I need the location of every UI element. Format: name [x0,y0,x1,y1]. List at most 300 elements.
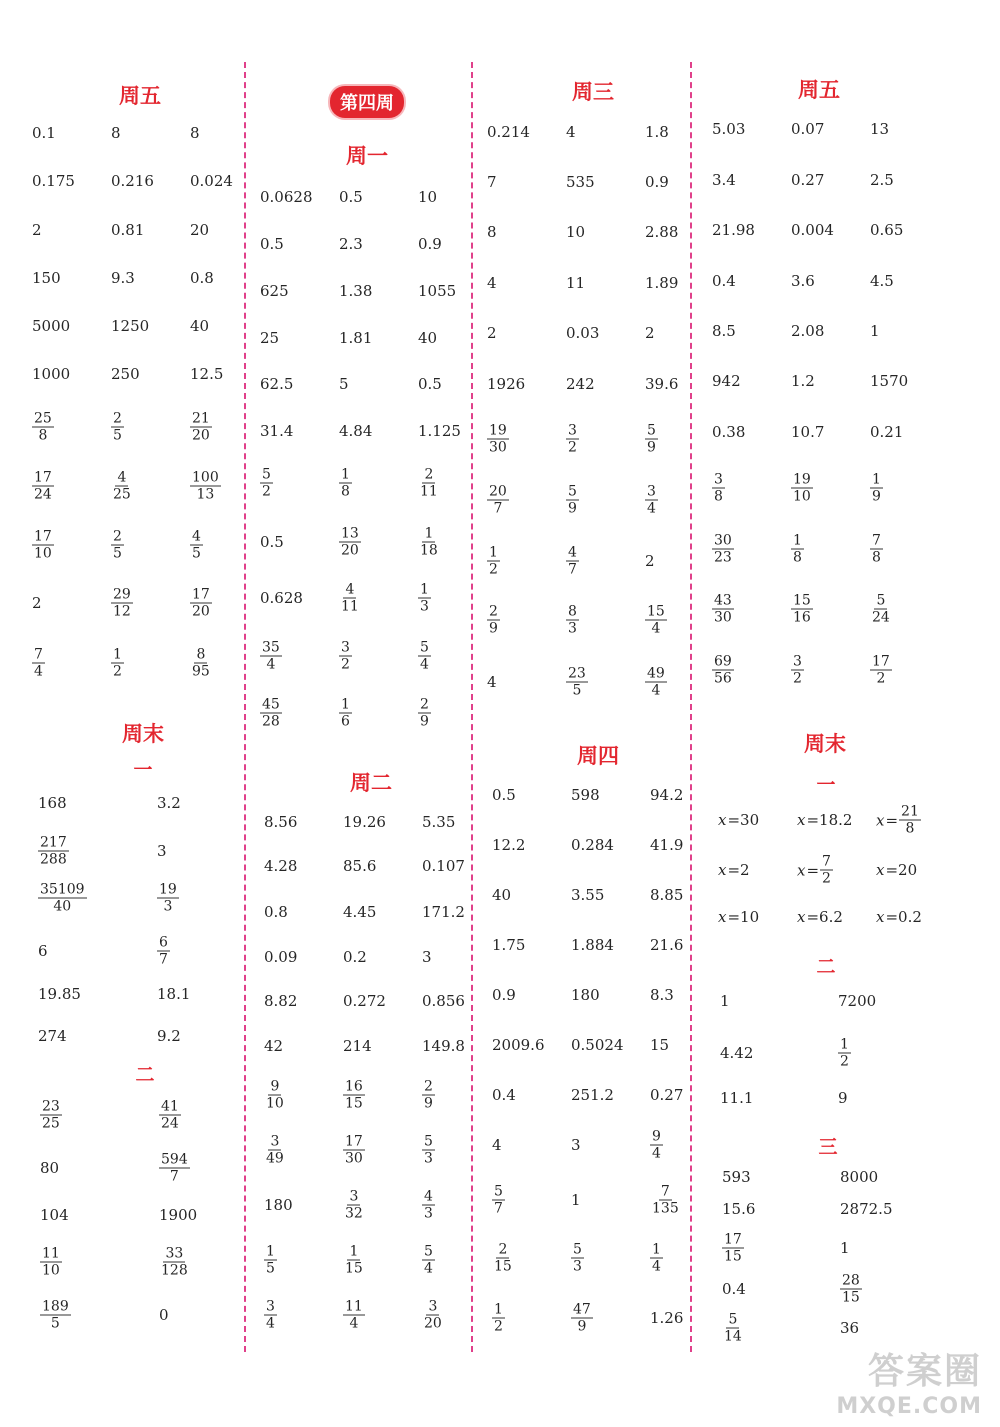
fraction: $\frac{5}{4}$ [420,639,429,673]
answer-cell: 80 [40,1159,60,1177]
fraction: $\frac{3}{2}$ [568,422,577,456]
fraction: $\frac{15}{16}$ [793,592,811,626]
fraction: $\frac{17}{24}$ [34,469,52,503]
answer-cell [32,411,54,444]
fraction: $\frac{47}{9}$ [573,1301,591,1335]
fraction: $\frac{4}{5}$ [192,528,201,562]
fraction: $\frac{3}{8}$ [714,471,723,505]
fraction: $\frac{1}{8}$ [341,466,350,500]
answer-cell: 4 [566,123,576,141]
fraction: $\frac{2}{11}$ [420,466,438,500]
answer-cell: 214 [343,1037,372,1055]
column-divider [690,62,692,1352]
answer-cell: 149.8 [422,1037,465,1055]
answer-cell [487,545,500,578]
answer-cell: x =0.2 [876,908,922,926]
fraction: $\frac{7}{4}$ [34,646,43,680]
answer-cell [343,1244,365,1277]
fraction: $\frac{2}{5}$ [113,410,122,444]
answer-cell: x =18.2 [797,811,853,829]
fraction: $\frac{7}{8}$ [872,532,881,566]
answer-cell: 3 [157,842,167,860]
answer-cell [791,533,804,566]
answer-cell: 10 [566,223,586,241]
answer-cell: 0.0628 [260,188,313,206]
fraction: $\frac{1}{5}$ [266,1243,275,1277]
answer-cell: 15 [650,1036,670,1054]
fraction: $\frac{217}{288}$ [40,834,67,868]
answer-cell [791,472,813,505]
answer-cell [566,423,579,456]
answer-cell: 0.856 [422,992,465,1010]
watermark-logo: 答案圈 MXQE.COM [836,1351,982,1419]
answer-cell [111,411,124,444]
answer-cell: 942 [712,372,741,390]
answer-cell: 0.9 [645,173,669,191]
answer-cell: 1570 [870,372,909,390]
fraction: $\frac{30}{23}$ [714,532,732,566]
answer-cell: 9.3 [111,269,135,287]
answer-cell [38,835,69,868]
fraction: $\frac{41}{24}$ [161,1098,179,1132]
answer-cell: 20 [190,221,210,239]
answer-cell: 1.89 [645,274,679,292]
answer-cell [418,640,431,673]
answer-cell [190,411,212,444]
answer-cell: 5 [339,375,349,393]
fraction: $\frac{1}{15}$ [345,1243,363,1277]
fraction: $\frac{2}{9}$ [424,1078,433,1112]
answer-cell: 250 [111,365,140,383]
answer-cell: 25 [260,329,280,347]
answer-cell: 0.5 [339,188,363,206]
answer-cell: x =2 [718,861,750,879]
answer-cell: 0.1 [32,124,56,142]
fraction: $\frac{189}{5}$ [42,1298,69,1332]
answer-cell: 1926 [487,375,526,393]
fraction: $\frac{5}{3}$ [424,1133,433,1167]
fraction: $\frac{5}{9}$ [568,483,577,517]
answer-cell: 0.81 [111,221,145,239]
answer-cell: 0.4 [722,1280,746,1298]
answer-cell: 5000 [32,317,71,335]
answer-cell: 0.4 [492,1086,516,1104]
answer-cell: 62.5 [260,375,294,393]
fraction: $\frac{3}{2}$ [341,639,350,673]
answer-cell: 168 [38,794,67,812]
fraction: $\frac{21}{8}$ [901,803,919,837]
fraction: $\frac{3}{2}$ [793,653,802,687]
fraction: $\frac{5}{14}$ [724,1311,742,1345]
fraction: $\frac{2}{9}$ [420,696,429,730]
answer-cell [712,593,734,626]
answer-cell: 1 [720,992,730,1010]
answer-cell [492,1242,514,1275]
answer-cell [645,604,667,637]
answer-cell: 40 [492,886,512,904]
answer-cell [722,1312,744,1345]
answer-cell [422,1189,435,1222]
fraction: $\frac{23}{25}$ [42,1098,60,1132]
answer-cell: 11 [566,274,586,292]
fraction: $\frac{20}{7}$ [489,483,507,517]
answer-cell: 1 [870,322,880,340]
fraction: $\frac{16}{15}$ [345,1078,363,1112]
answer-cell: 8.85 [650,886,684,904]
fraction: $\frac{19}{10}$ [793,471,811,505]
answer-cell [343,1189,365,1222]
answer-cell: 2.3 [339,235,363,253]
answer-cell [264,1079,286,1112]
fraction: $\frac{2}{5}$ [113,528,122,562]
day-heading: 周五 [119,84,161,108]
answer-cell: 4.84 [339,422,373,440]
fraction: $\frac{11}{4}$ [345,1298,363,1332]
answer-cell: 8000 [840,1168,879,1186]
answer-cell [870,533,883,566]
answer-cell [159,1099,181,1132]
answer-cell [566,604,579,637]
answer-cell [418,582,431,615]
answer-cell [487,423,509,456]
answer-cell: 1.26 [650,1309,684,1327]
answer-cell: 0.5 [260,533,284,551]
answer-cell: 0.38 [712,423,746,441]
answer-cell: 8 [190,124,200,142]
fraction: $\frac{35}{4}$ [262,639,280,673]
answer-cell [650,1184,681,1217]
answer-cell [157,882,179,915]
answer-cell [712,533,734,566]
answer-cell: 180 [264,1196,293,1214]
answer-cell: 1055 [418,282,457,300]
answer-cell: 2.5 [870,171,894,189]
section-label: 二 [135,1064,155,1086]
answer-cell: 0.4 [712,272,736,290]
fraction: $\frac{3}{4}$ [647,483,656,517]
fraction: $\frac{6}{7}$ [159,934,168,968]
answer-cell [40,1299,71,1332]
answer-cell: 0.024 [190,172,233,190]
answer-cell: 0.004 [791,221,834,239]
fraction: $\frac{19}{3}$ [159,881,177,915]
answer-cell: 8 [487,223,497,241]
answer-cell [260,467,273,500]
answer-cell [264,1244,277,1277]
answer-cell [487,604,500,637]
answer-cell [422,1299,444,1332]
answer-cell [260,640,282,673]
fraction: $\frac{8}{3}$ [568,603,577,637]
answer-cell: 4 [487,673,497,691]
answer-cell [838,1037,851,1070]
answer-cell [111,647,124,680]
answer-cell: 0.175 [32,172,75,190]
answer-cell [645,666,667,699]
answer-cell: 5.03 [712,120,746,138]
answer-cell: 251.2 [571,1086,614,1104]
fraction: $\frac{17}{20}$ [192,586,210,620]
answer-cell: 0.272 [343,992,386,1010]
answer-cell [571,1242,584,1275]
answer-cell: 0.107 [422,857,465,875]
answer-cell: 42 [264,1037,284,1055]
answer-cell: 19.26 [343,813,386,831]
answer-cell: 0.8 [264,903,288,921]
fraction: $\frac{4}{3}$ [424,1188,433,1222]
answer-cell [870,654,892,687]
answer-cell: 1.38 [339,282,373,300]
answer-cell: 15.6 [722,1200,756,1218]
answer-cell: 1000 [32,365,71,383]
answer-cell: 9 [838,1089,848,1107]
answer-cell [571,1302,593,1335]
answer-cell: 2009.6 [492,1036,545,1054]
answer-cell: 0.214 [487,123,530,141]
fraction: $\frac{17}{2}$ [872,653,890,687]
column-divider [471,62,473,1352]
fraction: $\frac{5}{3}$ [573,1241,582,1275]
answer-cell [190,529,203,562]
answer-cell: 10.7 [791,423,825,441]
answer-cell [418,697,431,730]
section-label: 二 [816,956,836,978]
answer-cell [157,935,170,968]
fraction: $\frac{9}{10}$ [266,1078,284,1112]
answer-cell: 1.2 [791,372,815,390]
answer-cell: 535 [566,173,595,191]
answer-cell: 1900 [159,1206,198,1224]
answer-cell [264,1299,277,1332]
answer-cell: 0.216 [111,172,154,190]
answer-cell: 1.75 [492,936,526,954]
answer-cell: 242 [566,375,595,393]
answer-cell: 0.2 [343,948,367,966]
answer-cell [791,593,813,626]
fraction: $\frac{1}{8}$ [793,532,802,566]
fraction: $\frac{5}{2}$ [262,466,271,500]
answer-cell [870,593,892,626]
answer-cell [343,1134,365,1167]
answer-cell [418,526,440,559]
section-label: 一 [133,759,153,781]
answer-cell [791,654,804,687]
fraction: $\frac{3}{32}$ [345,1188,363,1222]
fraction: $\frac{13}{20}$ [341,525,359,559]
fraction: $\frac{17}{15}$ [724,1231,742,1265]
answer-cell [418,467,440,500]
answer-cell: 3.2 [157,794,181,812]
answer-cell [264,1134,286,1167]
answer-cell: 13 [870,120,890,138]
answer-cell: 9.2 [157,1027,181,1045]
answer-cell: x =30 [718,811,760,829]
fraction: $\frac{69}{56}$ [714,653,732,687]
answer-cell: 0.27 [650,1086,684,1104]
answer-cell [645,484,658,517]
answer-cell [32,529,54,562]
answer-cell: 1 [571,1191,581,1209]
answer-cell: 12.2 [492,836,526,854]
week-badge: 第四周 [330,86,404,118]
answer-cell: x = $\frac{21}{8}$ [876,803,919,837]
answer-cell [722,1232,744,1265]
fraction: $\frac{1}{9}$ [872,471,881,505]
fraction: $\frac{8}{95}$ [192,646,210,680]
answer-cell: 3.6 [791,272,815,290]
answer-cell: 0.5 [492,786,516,804]
answer-cell [566,545,579,578]
answer-cell [422,1244,435,1277]
answer-cell [650,1242,663,1275]
answer-cell [190,470,221,503]
answer-cell: 8 [111,124,121,142]
answer-cell [343,1299,365,1332]
answer-cell: 0.09 [264,948,298,966]
answer-cell [712,472,725,505]
answer-cell: 2 [645,552,655,570]
answer-cell: 3.55 [571,886,605,904]
answer-cell [422,1079,435,1112]
fraction: $\frac{4}{7}$ [568,544,577,578]
answer-cell: 4.5 [870,272,894,290]
answer-cell: x =10 [718,908,760,926]
fraction: $\frac{19}{30}$ [489,422,507,456]
answer-cell [339,467,352,500]
answer-cell: 1.125 [418,422,461,440]
answer-cell: 625 [260,282,289,300]
answer-cell: 2872.5 [840,1200,893,1218]
answer-cell: 12.5 [190,365,224,383]
answer-cell [492,1184,505,1217]
answer-cell: 0.65 [870,221,904,239]
answer-cell [40,1246,62,1279]
answer-cell: 7 [487,173,497,191]
answer-cell [40,1099,62,1132]
section-label: 三 [818,1136,838,1158]
answer-cell: 1.884 [571,936,614,954]
answer-cell: 31.4 [260,422,294,440]
answer-cell [260,697,282,730]
answer-cell: 40 [418,329,438,347]
answer-cell: 2.88 [645,223,679,241]
fraction: $\frac{11}{10}$ [42,1245,60,1279]
answer-cell: 104 [40,1206,69,1224]
answer-cell: 0.9 [418,235,442,253]
column-divider [244,62,246,1352]
answer-cell: 4.28 [264,857,298,875]
fraction: $\frac{5}{9}$ [647,422,656,456]
answer-cell: 36 [840,1319,860,1337]
day-heading: 周末 [804,732,846,756]
answer-cell [111,587,133,620]
answer-cell: 1 [840,1239,850,1257]
answer-cell: 1250 [111,317,150,335]
fraction: $\frac{100}{13}$ [192,469,219,503]
answer-cell: 0.07 [791,120,825,138]
fraction: $\frac{594}{7}$ [161,1151,188,1185]
answer-cell: 8.82 [264,992,298,1010]
fraction: $\frac{7}{2}$ [822,853,831,887]
fraction: $\frac{1}{6}$ [341,696,350,730]
fraction: $\frac{4}{25}$ [113,469,131,503]
section-label: 一 [816,774,836,796]
fraction: $\frac{5}{7}$ [494,1183,503,1217]
fraction: $\frac{3}{20}$ [424,1298,442,1332]
fraction: $\frac{1}{2}$ [113,646,122,680]
answer-cell [650,1129,663,1162]
fraction: $\frac{5}{4}$ [424,1243,433,1277]
answer-cell: 2 [645,324,655,342]
answer-cell: x =20 [876,861,918,879]
answer-cell: 1.8 [645,123,669,141]
answer-cell: 180 [571,986,600,1004]
answer-cell: 171.2 [422,903,465,921]
fraction: $\frac{7}{135}$ [652,1183,679,1217]
answer-cell: 0.21 [870,423,904,441]
answer-cell [111,529,124,562]
answer-cell: 0.03 [566,324,600,342]
answer-cell: 5.35 [422,813,456,831]
answer-cell: x =6.2 [797,908,843,926]
fraction: $\frac{2}{15}$ [494,1241,512,1275]
fraction: $\frac{21}{20}$ [192,410,210,444]
answer-cell: x = $\frac{7}{2}$ [797,853,831,887]
answer-cell: 0.5024 [571,1036,624,1054]
answer-cell: 41.9 [650,836,684,854]
answer-cell: 0.628 [260,589,303,607]
answer-cell: 19.85 [38,985,81,1003]
answer-cell [339,640,352,673]
answer-cell: 0.5 [418,375,442,393]
answer-cell [840,1273,862,1306]
answer-cell: 598 [571,786,600,804]
answer-cell: 2 [32,221,42,239]
answer-cell: 0.284 [571,836,614,854]
answer-cell [32,470,54,503]
answer-cell: 2.08 [791,322,825,340]
fraction: $\frac{17}{30}$ [345,1133,363,1167]
answer-cell: 4.42 [720,1044,754,1062]
answer-cell [422,1134,435,1167]
answer-cell: 3.4 [712,171,736,189]
day-heading: 周五 [798,78,840,102]
answer-cell: 2 [32,594,42,612]
answer-cell [566,666,588,699]
day-heading: 周一 [346,144,388,168]
fraction: $\frac{1}{18}$ [420,525,438,559]
answer-cell: 0.8 [190,269,214,287]
fraction: $\frac{23}{5}$ [568,665,586,699]
day-heading: 周二 [350,771,392,795]
answer-cell [645,423,658,456]
day-heading: 周三 [572,80,614,104]
answer-cell: 21.6 [650,936,684,954]
fraction: $\frac{3}{49}$ [266,1133,284,1167]
answer-cell [339,697,352,730]
answer-cell [492,1302,505,1335]
fraction: $\frac{1}{4}$ [652,1241,661,1275]
fraction: $\frac{4}{11}$ [341,581,359,615]
answer-cell [32,647,45,680]
answer-cell: 7200 [838,992,877,1010]
answer-cell: 10 [418,188,438,206]
answer-cell: 274 [38,1027,67,1045]
fraction: $\frac{29}{12}$ [113,586,131,620]
answer-cell [190,647,212,680]
answer-cell: 4 [487,274,497,292]
answer-cell [566,484,579,517]
